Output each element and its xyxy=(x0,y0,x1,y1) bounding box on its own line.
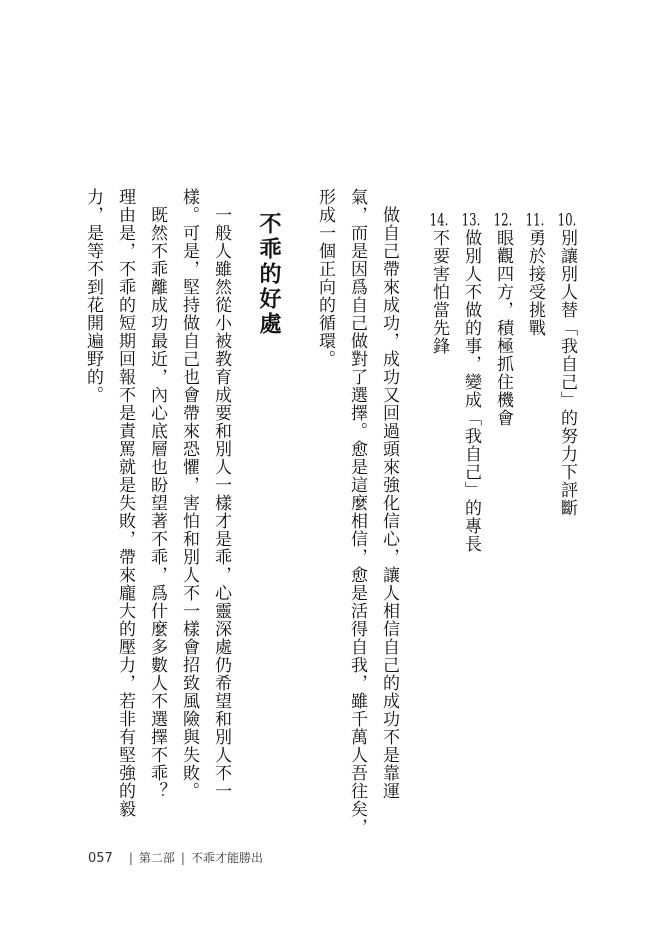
paragraph-line: 樣。可是，堅持做自己也會帶來恐懼，害怕和別人不一樣會招致風險與失敗。 xyxy=(179,188,199,800)
part-label: 第二部 xyxy=(138,851,175,865)
list-number: 10. xyxy=(557,212,577,229)
paragraph-line: 理由是，不乖的短期回報不是責罵就是失敗，帶來龐大的壓力，若非有堅強的毅 xyxy=(115,188,135,818)
list-text: 別讓別人替「我自己」的努力下評斷 xyxy=(557,229,577,517)
paragraph-line: 力，是等不到花開遍野的。 xyxy=(83,188,103,404)
section-heading: 不乖的好處 xyxy=(256,212,282,337)
list-item-14 xyxy=(426,212,452,355)
list-text: 勇於接受挑戰 xyxy=(525,229,545,337)
list-item-13 xyxy=(458,212,484,553)
list-number: 14. xyxy=(429,212,449,229)
paragraph-line: 一般人雖然從小被教育成要和別人一樣才是乖，心靈深處仍希望和別人不一 xyxy=(211,188,231,800)
list-item-11 xyxy=(522,212,548,337)
paragraph-line: 氣，而是因爲自己做對了選擇。愈是這麼相信，愈是活得自我，雖千萬人吾往矣， xyxy=(347,188,367,836)
list-text: 眼觀四方，積極抓住機會 xyxy=(493,229,513,427)
paragraph-line: 形成一個正向的循環。 xyxy=(315,188,335,368)
page-footer xyxy=(88,849,263,866)
list-item-12 xyxy=(490,212,516,427)
list-text: 不要害怕當先鋒 xyxy=(429,229,449,355)
list-number: 13. xyxy=(461,212,481,229)
list-number: 12. xyxy=(493,212,513,229)
list-item-10 xyxy=(554,212,580,517)
page-number: 057 xyxy=(88,851,113,866)
footer-divider: | xyxy=(180,851,185,865)
footer-divider: | xyxy=(128,851,133,865)
list-number: 11. xyxy=(525,212,545,229)
book-title: 不乖才能勝出 xyxy=(190,851,263,865)
paragraph-line: 做自己帶來成功，成功又回過頭來強化信心，讓人相信自己的成功不是靠運 xyxy=(379,188,399,800)
list-text: 做別人不做的事，變成「我自己」的專長 xyxy=(461,229,481,553)
paragraph-line: 既然不乖離成功最近，內心底層也盼望著不乖，爲什麼多數人不選擇不乖？ xyxy=(147,188,167,800)
